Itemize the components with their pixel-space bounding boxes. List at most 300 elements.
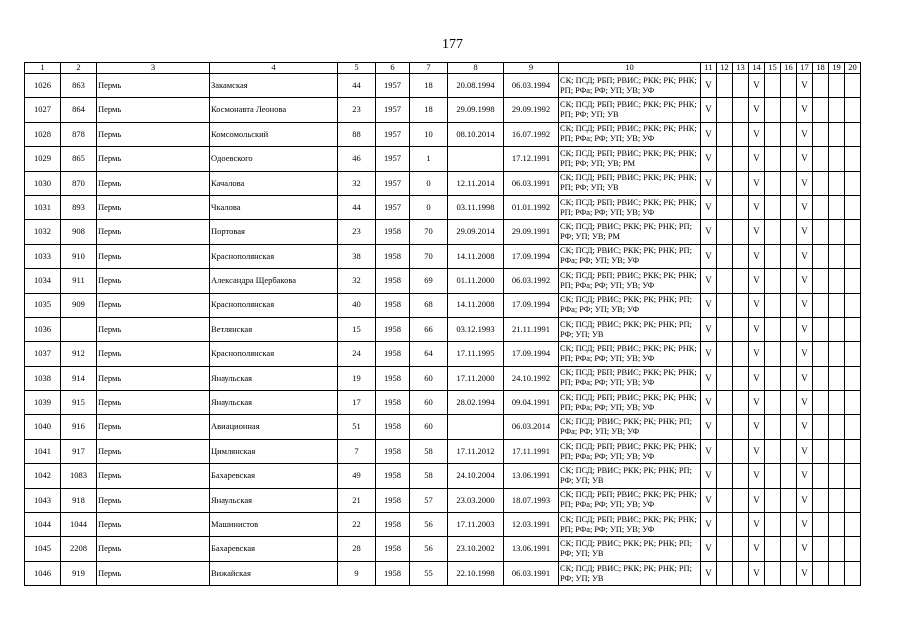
city-cell: Пермь (97, 293, 210, 317)
date-cell: 13.06.1991 (504, 464, 559, 488)
house-number-cell: 38 (338, 244, 376, 268)
mark-cell (829, 561, 845, 585)
date-cell: 21.11.1991 (504, 317, 559, 341)
codes-cell: СК; ПСД; РБП; РВИС; РКК; РК; РНК; РП; РФа; РФ; УП; УВ; УФ (559, 439, 701, 463)
table-row (25, 317, 861, 341)
year-cell: 1958 (376, 220, 410, 244)
table-row (25, 366, 861, 390)
mark-cell: V (701, 293, 717, 317)
row-number-cell: 1031 (25, 195, 61, 219)
year-cell: 1958 (376, 488, 410, 512)
mark-cell: V (749, 220, 765, 244)
count-cell: 70 (410, 220, 448, 244)
column-header-10: 10 (559, 63, 701, 74)
mark-cell (717, 391, 733, 415)
row-number-cell: 1039 (25, 391, 61, 415)
column-header-4: 4 (210, 63, 338, 74)
mark-cell: V (797, 195, 813, 219)
mark-cell (829, 293, 845, 317)
mark-cell (717, 366, 733, 390)
mark-cell (781, 293, 797, 317)
mark-cell (845, 439, 861, 463)
mark-cell (813, 98, 829, 122)
mark-cell (781, 244, 797, 268)
table-row (25, 513, 861, 537)
mark-cell: V (749, 244, 765, 268)
date-cell: 17.11.1991 (504, 439, 559, 463)
street-cell: Машинистов (210, 513, 338, 537)
date-cell (448, 415, 504, 439)
registry-table (24, 62, 861, 586)
mark-cell (765, 244, 781, 268)
mark-cell (845, 561, 861, 585)
mark-cell: V (701, 391, 717, 415)
column-header-11: 11 (701, 63, 717, 74)
table-row (25, 537, 861, 561)
street-cell: Бахаревская (210, 537, 338, 561)
row-number-cell: 1044 (25, 513, 61, 537)
mark-cell: V (749, 171, 765, 195)
object-id-cell: 916 (61, 415, 97, 439)
mark-cell (845, 464, 861, 488)
mark-cell: V (701, 488, 717, 512)
date-cell: 17.11.1995 (448, 342, 504, 366)
object-id-cell: 2208 (61, 537, 97, 561)
street-cell: Закамская (210, 74, 338, 98)
mark-cell (829, 464, 845, 488)
date-cell (448, 147, 504, 171)
mark-cell: V (749, 342, 765, 366)
mark-cell (717, 171, 733, 195)
house-number-cell: 40 (338, 293, 376, 317)
mark-cell: V (701, 195, 717, 219)
date-cell: 16.07.1992 (504, 122, 559, 146)
mark-cell (845, 147, 861, 171)
codes-cell: СК; ПСД; РБП; РВИС; РКК; РК; РНК; РП; РФа; РФ; УП; УВ; УФ (559, 122, 701, 146)
codes-cell: СК; ПСД; РВИС; РКК; РК; РНК; РП; РФ; УП; УВ (559, 464, 701, 488)
object-id-cell: 863 (61, 74, 97, 98)
date-cell: 17.11.2003 (448, 513, 504, 537)
mark-cell (813, 220, 829, 244)
city-cell: Пермь (97, 537, 210, 561)
mark-cell (733, 98, 749, 122)
mark-cell: V (749, 415, 765, 439)
mark-cell (781, 561, 797, 585)
mark-cell (733, 220, 749, 244)
mark-cell (781, 74, 797, 98)
mark-cell: V (749, 195, 765, 219)
mark-cell: V (749, 464, 765, 488)
mark-cell: V (701, 366, 717, 390)
row-number-cell: 1042 (25, 464, 61, 488)
codes-cell: СК; ПСД; РВИС; РКК; РК; РНК; РП; РФ; УП; УВ (559, 537, 701, 561)
page-number: 177 (442, 37, 463, 52)
mark-cell (733, 147, 749, 171)
house-number-cell: 9 (338, 561, 376, 585)
mark-cell (813, 342, 829, 366)
mark-cell (765, 98, 781, 122)
codes-cell: СК; ПСД; РВИС; РКК; РК; РНК; РП; РФ; УП; УВ (559, 317, 701, 341)
mark-cell: V (797, 391, 813, 415)
mark-cell (781, 171, 797, 195)
mark-cell: V (749, 439, 765, 463)
column-header-9: 9 (504, 63, 559, 74)
column-header-6: 6 (376, 63, 410, 74)
mark-cell (781, 269, 797, 293)
city-cell: Пермь (97, 195, 210, 219)
codes-cell: СК; ПСД; РБП; РВИС; РКК; РК; РНК; РП; РФа; РФ; УП; УВ; УФ (559, 342, 701, 366)
date-cell: 12.11.2014 (448, 171, 504, 195)
mark-cell (733, 561, 749, 585)
table-row (25, 147, 861, 171)
date-cell: 01.11.2000 (448, 269, 504, 293)
mark-cell: V (701, 561, 717, 585)
year-cell: 1958 (376, 244, 410, 268)
mark-cell (829, 244, 845, 268)
object-id-cell: 864 (61, 98, 97, 122)
mark-cell (845, 171, 861, 195)
codes-cell: СК; ПСД; РБП; РВИС; РКК; РК; РНК; РП; РФа; РФ; УП; УВ; УФ (559, 195, 701, 219)
street-cell: Качалова (210, 171, 338, 195)
count-cell: 60 (410, 391, 448, 415)
mark-cell (733, 122, 749, 146)
column-header-1: 1 (25, 63, 61, 74)
table-row (25, 439, 861, 463)
mark-cell (717, 488, 733, 512)
column-header-17: 17 (797, 63, 813, 74)
city-cell: Пермь (97, 147, 210, 171)
date-cell: 17.09.1994 (504, 293, 559, 317)
codes-cell: СК; ПСД; РВИС; РКК; РК; РНК; РП; РФ; УП; УВ; РМ (559, 220, 701, 244)
date-cell: 06.03.1991 (504, 561, 559, 585)
year-cell: 1958 (376, 464, 410, 488)
house-number-cell: 7 (338, 439, 376, 463)
street-cell: Янаульская (210, 488, 338, 512)
house-number-cell: 46 (338, 147, 376, 171)
date-cell: 29.09.2014 (448, 220, 504, 244)
city-cell: Пермь (97, 269, 210, 293)
house-number-cell: 15 (338, 317, 376, 341)
mark-cell (813, 122, 829, 146)
mark-cell (765, 464, 781, 488)
mark-cell (765, 171, 781, 195)
date-cell: 17.09.1994 (504, 342, 559, 366)
mark-cell (733, 537, 749, 561)
row-number-cell: 1035 (25, 293, 61, 317)
mark-cell: V (701, 269, 717, 293)
date-cell: 23.10.2002 (448, 537, 504, 561)
mark-cell (765, 488, 781, 512)
count-cell: 55 (410, 561, 448, 585)
street-cell: Краснополянская (210, 342, 338, 366)
codes-cell: СК; ПСД; РВИС; РКК; РК; РНК; РП; РФ; УП; УВ (559, 561, 701, 585)
mark-cell (733, 244, 749, 268)
table-row (25, 269, 861, 293)
date-cell: 09.04.1991 (504, 391, 559, 415)
count-cell: 64 (410, 342, 448, 366)
date-cell: 08.10.2014 (448, 122, 504, 146)
mark-cell (717, 74, 733, 98)
mark-cell (845, 488, 861, 512)
house-number-cell: 23 (338, 98, 376, 122)
date-cell: 03.12.1993 (448, 317, 504, 341)
house-number-cell: 49 (338, 464, 376, 488)
mark-cell (717, 415, 733, 439)
mark-cell: V (701, 513, 717, 537)
object-id-cell: 1083 (61, 464, 97, 488)
mark-cell (781, 366, 797, 390)
codes-cell: СК; ПСД; РВИС; РКК; РК; РНК; РП; РФа; РФ; УП; УВ; УФ (559, 293, 701, 317)
date-cell: 17.12.1991 (504, 147, 559, 171)
city-cell: Пермь (97, 122, 210, 146)
object-id-cell: 911 (61, 269, 97, 293)
mark-cell (765, 342, 781, 366)
city-cell: Пермь (97, 513, 210, 537)
object-id-cell: 919 (61, 561, 97, 585)
object-id-cell: 912 (61, 342, 97, 366)
mark-cell (717, 98, 733, 122)
mark-cell: V (749, 317, 765, 341)
mark-cell: V (701, 439, 717, 463)
mark-cell (717, 439, 733, 463)
codes-cell: СК; ПСД; РБП; РВИС; РКК; РК; РНК; РП; РФ; УП; УВ (559, 171, 701, 195)
mark-cell: V (797, 293, 813, 317)
codes-cell: СК; ПСД; РБП; РВИС; РКК; РК; РНК; РП; РФа; РФ; УП; УВ; УФ (559, 269, 701, 293)
mark-cell (829, 147, 845, 171)
mark-cell (765, 74, 781, 98)
mark-cell: V (797, 122, 813, 146)
mark-cell (813, 171, 829, 195)
mark-cell (829, 195, 845, 219)
mark-cell (781, 391, 797, 415)
mark-cell (717, 537, 733, 561)
table-row (25, 415, 861, 439)
street-cell: Краснополянская (210, 293, 338, 317)
year-cell: 1958 (376, 513, 410, 537)
mark-cell: V (701, 220, 717, 244)
mark-cell (717, 464, 733, 488)
count-cell: 56 (410, 513, 448, 537)
mark-cell: V (749, 513, 765, 537)
mark-cell (829, 269, 845, 293)
date-cell: 23.03.2000 (448, 488, 504, 512)
object-id-cell: 909 (61, 293, 97, 317)
mark-cell (845, 342, 861, 366)
mark-cell: V (797, 415, 813, 439)
mark-cell (717, 317, 733, 341)
row-number-cell: 1045 (25, 537, 61, 561)
mark-cell: V (797, 439, 813, 463)
mark-cell: V (749, 561, 765, 585)
object-id-cell (61, 317, 97, 341)
year-cell: 1958 (376, 537, 410, 561)
mark-cell (733, 366, 749, 390)
mark-cell (813, 488, 829, 512)
city-cell: Пермь (97, 342, 210, 366)
mark-cell (829, 220, 845, 244)
date-cell: 28.02.1994 (448, 391, 504, 415)
mark-cell (781, 220, 797, 244)
count-cell: 60 (410, 415, 448, 439)
street-cell: Янаульская (210, 366, 338, 390)
street-cell: Бахаревская (210, 464, 338, 488)
street-cell: Краснополянская (210, 244, 338, 268)
count-cell: 60 (410, 366, 448, 390)
row-number-cell: 1043 (25, 488, 61, 512)
mark-cell (765, 220, 781, 244)
street-cell: Портовая (210, 220, 338, 244)
count-cell: 1 (410, 147, 448, 171)
mark-cell (781, 439, 797, 463)
column-header-16: 16 (781, 63, 797, 74)
mark-cell (765, 269, 781, 293)
count-cell: 58 (410, 464, 448, 488)
mark-cell (845, 317, 861, 341)
mark-cell (765, 439, 781, 463)
mark-cell (813, 74, 829, 98)
mark-cell (829, 415, 845, 439)
object-id-cell: 918 (61, 488, 97, 512)
house-number-cell: 32 (338, 171, 376, 195)
mark-cell (845, 293, 861, 317)
object-id-cell: 910 (61, 244, 97, 268)
mark-cell (845, 244, 861, 268)
column-header-18: 18 (813, 63, 829, 74)
mark-cell (781, 98, 797, 122)
row-number-cell: 1037 (25, 342, 61, 366)
house-number-cell: 24 (338, 342, 376, 366)
mark-cell: V (749, 74, 765, 98)
mark-cell (845, 74, 861, 98)
mark-cell (813, 366, 829, 390)
mark-cell: V (749, 293, 765, 317)
count-cell: 68 (410, 293, 448, 317)
table-row (25, 488, 861, 512)
city-cell: Пермь (97, 439, 210, 463)
city-cell: Пермь (97, 220, 210, 244)
mark-cell (733, 439, 749, 463)
mark-cell: V (749, 147, 765, 171)
mark-cell (845, 513, 861, 537)
house-number-cell: 51 (338, 415, 376, 439)
date-cell: 01.01.1992 (504, 195, 559, 219)
mark-cell (829, 439, 845, 463)
mark-cell (845, 391, 861, 415)
object-id-cell: 915 (61, 391, 97, 415)
mark-cell (781, 195, 797, 219)
column-header-8: 8 (448, 63, 504, 74)
mark-cell (733, 464, 749, 488)
mark-cell (733, 171, 749, 195)
row-number-cell: 1032 (25, 220, 61, 244)
house-number-cell: 21 (338, 488, 376, 512)
row-number-cell: 1033 (25, 244, 61, 268)
date-cell: 18.07.1993 (504, 488, 559, 512)
house-number-cell: 17 (338, 391, 376, 415)
codes-cell: СК; ПСД; РБП; РВИС; РКК; РК; РНК; РП; РФа; РФ; УП; УВ; УФ (559, 366, 701, 390)
mark-cell (829, 488, 845, 512)
date-cell: 20.08.1994 (448, 74, 504, 98)
year-cell: 1958 (376, 391, 410, 415)
column-header-13: 13 (733, 63, 749, 74)
row-number-cell: 1028 (25, 122, 61, 146)
date-cell: 17.11.2012 (448, 439, 504, 463)
date-cell: 29.09.1998 (448, 98, 504, 122)
mark-cell (813, 147, 829, 171)
house-number-cell: 32 (338, 269, 376, 293)
street-cell: Чкалова (210, 195, 338, 219)
street-cell: Цимлянская (210, 439, 338, 463)
street-cell: Одоевского (210, 147, 338, 171)
mark-cell (829, 98, 845, 122)
column-header-19: 19 (829, 63, 845, 74)
mark-cell: V (701, 537, 717, 561)
mark-cell: V (701, 244, 717, 268)
mark-cell (717, 220, 733, 244)
mark-cell (717, 293, 733, 317)
column-header-5: 5 (338, 63, 376, 74)
column-header-7: 7 (410, 63, 448, 74)
codes-cell: СК; ПСД; РВИС; РКК; РК; РНК; РП; РФа; РФ; УП; УВ; УФ (559, 415, 701, 439)
codes-cell: СК; ПСД; РБП; РВИС; РКК; РК; РНК; РП; РФ; УП; УВ; РМ (559, 147, 701, 171)
mark-cell (781, 317, 797, 341)
object-id-cell: 878 (61, 122, 97, 146)
mark-cell: V (797, 513, 813, 537)
city-cell: Пермь (97, 98, 210, 122)
codes-cell: СК; ПСД; РБП; РВИС; РКК; РК; РНК; РП; РФа; РФ; УП; УВ; УФ (559, 513, 701, 537)
mark-cell (717, 122, 733, 146)
city-cell: Пермь (97, 415, 210, 439)
mark-cell: V (797, 488, 813, 512)
date-cell: 06.03.1991 (504, 171, 559, 195)
table-row (25, 74, 861, 98)
table-row (25, 244, 861, 268)
row-number-cell: 1030 (25, 171, 61, 195)
mark-cell (733, 391, 749, 415)
count-cell: 0 (410, 171, 448, 195)
mark-cell (781, 147, 797, 171)
mark-cell (781, 488, 797, 512)
mark-cell: V (797, 98, 813, 122)
object-id-cell: 914 (61, 366, 97, 390)
mark-cell (845, 220, 861, 244)
mark-cell (813, 513, 829, 537)
mark-cell (733, 342, 749, 366)
object-id-cell: 1044 (61, 513, 97, 537)
mark-cell (717, 269, 733, 293)
mark-cell (765, 561, 781, 585)
table-row (25, 122, 861, 146)
street-cell: Александра Щербакова (210, 269, 338, 293)
count-cell: 58 (410, 439, 448, 463)
mark-cell (733, 317, 749, 341)
date-cell: 06.03.1994 (504, 74, 559, 98)
count-cell: 10 (410, 122, 448, 146)
count-cell: 18 (410, 74, 448, 98)
mark-cell (717, 561, 733, 585)
mark-cell (733, 74, 749, 98)
table-row (25, 464, 861, 488)
city-cell: Пермь (97, 464, 210, 488)
row-number-cell: 1029 (25, 147, 61, 171)
mark-cell: V (749, 488, 765, 512)
codes-cell: СК; ПСД; РБП; РВИС; РКК; РК; РНК; РП; РФа; РФ; УП; УВ; УФ (559, 391, 701, 415)
mark-cell (765, 537, 781, 561)
street-cell: Ветлянская (210, 317, 338, 341)
mark-cell (765, 415, 781, 439)
count-cell: 57 (410, 488, 448, 512)
table-row (25, 561, 861, 585)
